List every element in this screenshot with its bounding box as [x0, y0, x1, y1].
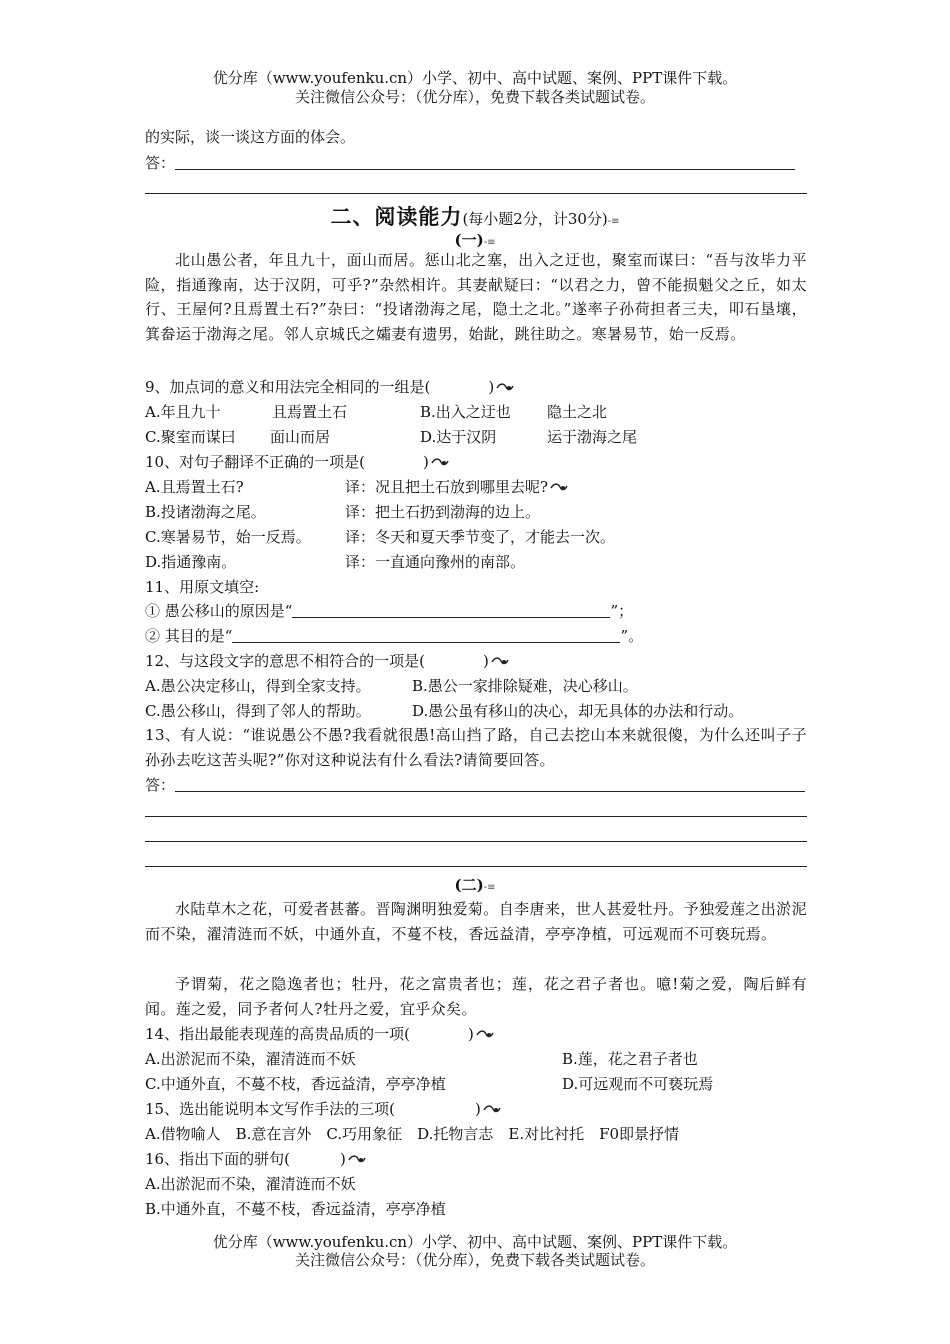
page-header-line2: 关注微信公众号：（优分库），免费下载各类试题试卷。 [294, 88, 655, 106]
q15-close: ) [474, 1100, 481, 1118]
question-9 [145, 377, 514, 397]
question-10 [145, 452, 449, 472]
page-footer-line2: 关注微信公众号：（优分库），免费下载各类试题试卷。 [294, 1251, 655, 1269]
q10-option-a-source: A.且焉置土石? [145, 478, 244, 496]
section-title [0, 201, 950, 231]
q12-close: ) [482, 652, 489, 670]
answer-label: 答： [145, 154, 176, 172]
q9-option-d-1: D.达于汉阴 [420, 428, 497, 446]
q10-close: ) [422, 453, 429, 471]
q9-option-a-1: A.年且九十 [145, 403, 221, 421]
revision-mark-icon [476, 1029, 494, 1039]
q9-close: ) [488, 378, 495, 396]
q16-option-b: B.中通外直，不蔓不枝，香远益清，亭亭净植 [145, 1200, 446, 1218]
q10-option-b-translation: 译：把土石扔到渤海的边上。 [345, 503, 541, 521]
q9-option-a-2: 且焉置土石 [272, 403, 348, 421]
passage-ailianshuo-p2: 予谓菊，花之隐逸者也；牡丹，花之富贵者也；莲，花之君子者也。噫!菊之爱，陶后鲜有闻。莲之爱，同予者何人?牡丹之爱，宜乎众矣。 [145, 975, 807, 1018]
q9-option-b-1: B.出入之迂也 [420, 403, 511, 421]
revision-mark-icon [483, 1104, 501, 1114]
q13-answer-rule-3 [145, 841, 807, 842]
q11-line-1: ① 愚公移山的原因是“ ”； [145, 602, 634, 620]
q10-option-c-translation: 译：冬天和夏天季节变了，才能去一次。 [345, 528, 616, 546]
q11-blank-2[interactable] [232, 628, 620, 643]
question-16 [145, 1149, 366, 1169]
revision-mark-icon [496, 382, 514, 392]
part2-heading-text: (二) [454, 876, 484, 894]
q9-option-b-2: 隐土之北 [547, 403, 608, 421]
previous-answer-line [145, 153, 795, 173]
q10-option-c-source: C.寒暑易节，始一反焉。 [145, 528, 311, 546]
q9-option-d-2: 运于渤海之尾 [547, 428, 638, 446]
question-12 [145, 651, 509, 671]
q12-option-b: B.愚公一家排除疑难，决心移山。 [412, 677, 638, 695]
page-header-line1: 优分库（www.youfenku.cn）小学、初中、高中试题、案例、PPT课件下载。 [212, 69, 738, 87]
q10-stem: 10、对句子翻译不正确的一项是( [145, 453, 365, 471]
q10-option-a-translation: 译：况且把土石放到哪里去呢? [345, 477, 568, 497]
q14-option-a: A.出淤泥而不染，濯清涟而不妖 [145, 1050, 356, 1068]
question-11: 11、用原文填空: [145, 578, 260, 596]
revision-mark-icon [550, 482, 568, 492]
q11-blank-1[interactable] [292, 603, 610, 618]
q13-answer-rule-4 [145, 866, 807, 867]
page-footer-line1: 优分库（www.youfenku.cn）小学、初中、高中试题、案例、PPT课件下载。 [212, 1233, 738, 1251]
section-tail-mark: -≡ [607, 216, 620, 227]
q14-option-d: D.可远观而不可亵玩焉 [562, 1075, 714, 1093]
q13-answer-rule-2 [145, 816, 807, 817]
q14-close: ) [467, 1025, 474, 1043]
q9-option-c-2: 面山而居 [270, 428, 331, 446]
answer-rule [145, 193, 807, 194]
question-15 [145, 1099, 501, 1119]
q11-line-2: ② 其目的是“ ”。 [145, 627, 644, 645]
q9-option-c-1: C.聚室而谋曰 [145, 428, 236, 446]
q16-option-a: A.出淤泥而不染，濯清涟而不妖 [145, 1175, 356, 1193]
revision-mark-icon [491, 656, 509, 666]
q14-option-b: B.莲，花之君子者也 [562, 1050, 698, 1068]
previous-question-tail: 的实际，谈一谈这方面的体会。 [145, 128, 356, 146]
q12-stem: 12、与这段文字的意思不相符合的一项是( [145, 652, 425, 670]
q10-option-d-translation: 译：一直通向豫州的南部。 [345, 553, 526, 571]
q16-close: ) [339, 1150, 346, 1168]
question-14 [145, 1024, 494, 1044]
passage-ailianshuo-p1: 水陆草木之花，可爱者甚蕃。晋陶渊明独爱菊。自李唐来，世人甚爱牡丹。予独爱莲之出淤泥而不染，濯清涟而不妖，中通外直，不蔓不枝，香远益清，亭亭净植，可远观而不可亵玩焉。 [145, 900, 807, 943]
part1-heading-text: (一) [454, 231, 484, 249]
section-title-text: 二、阅读能力 [330, 205, 463, 229]
passage-yugong: 北山愚公者，年且九十，面山而居。惩山北之塞，出入之迂也，聚室而谋曰：“吾与汝毕力平险，指通豫南，达于汉阴，可乎?”杂然相许。其妻献疑曰：“以君之力，曾不能损魁父之丘，如太行、王屋何?且焉置土石?”杂曰：“投诸渤海之尾，隐土之北。”遂率子孙荷担者三夫，叩石垦壤，箕畚运于渤海之尾。邻人京城氏之孀妻有遗男，始龀，跳往助之。寒暑易节，始一反焉。 [145, 251, 807, 343]
part1-heading [0, 229, 950, 250]
q9-stem: 9、加点词的意义和用法完全相同的一组是( [145, 378, 431, 396]
q10-option-b-source: B.投诸渤海之尾。 [145, 503, 266, 521]
q15-stem: 15、选出能说明本文写作手法的三项( [145, 1100, 395, 1118]
q12-option-a: A.愚公决定移山，得到全家支持。 [145, 677, 371, 695]
q13-answer-blank[interactable] [175, 777, 805, 792]
answer-blank[interactable] [175, 155, 795, 170]
part2-heading [0, 874, 950, 895]
q14-option-c: C.中通外直，不蔓不枝，香远益清，亭亭净植 [145, 1075, 446, 1093]
revision-mark-icon [348, 1154, 366, 1164]
q10-option-d-source: D.指通豫南。 [145, 553, 237, 571]
part1-tail-mark: -≡ [483, 237, 496, 248]
question-13: 13、有人说：“谁说愚公不愚?我看就很愚!高山挡了路，自己去挖山本来就很傻，为什么还叫子子孙孙去吃这苦头呢?”你对这种说法有什么看法?请简要回答。 [145, 726, 807, 769]
revision-mark-icon [431, 457, 449, 467]
q14-stem: 14、指出最能表现莲的高贵品质的一项( [145, 1025, 410, 1043]
q12-option-d: D.愚公虽有移山的决心，却无具体的办法和行动。 [412, 702, 744, 720]
section-score-note: (每小题2分，计30分) [462, 210, 608, 228]
part2-tail-mark: -≡ [483, 882, 496, 893]
q15-options: A.借物喻人 B.意在言外 C.巧用象征 D.托物言志 E.对比衬托 F0即景抒情 [145, 1125, 680, 1143]
q13-answer-line: 答： [145, 775, 805, 795]
q12-option-c: C.愚公移山，得到了邻人的帮助。 [145, 702, 371, 720]
q16-stem: 16、指出下面的骈句( [145, 1150, 290, 1168]
